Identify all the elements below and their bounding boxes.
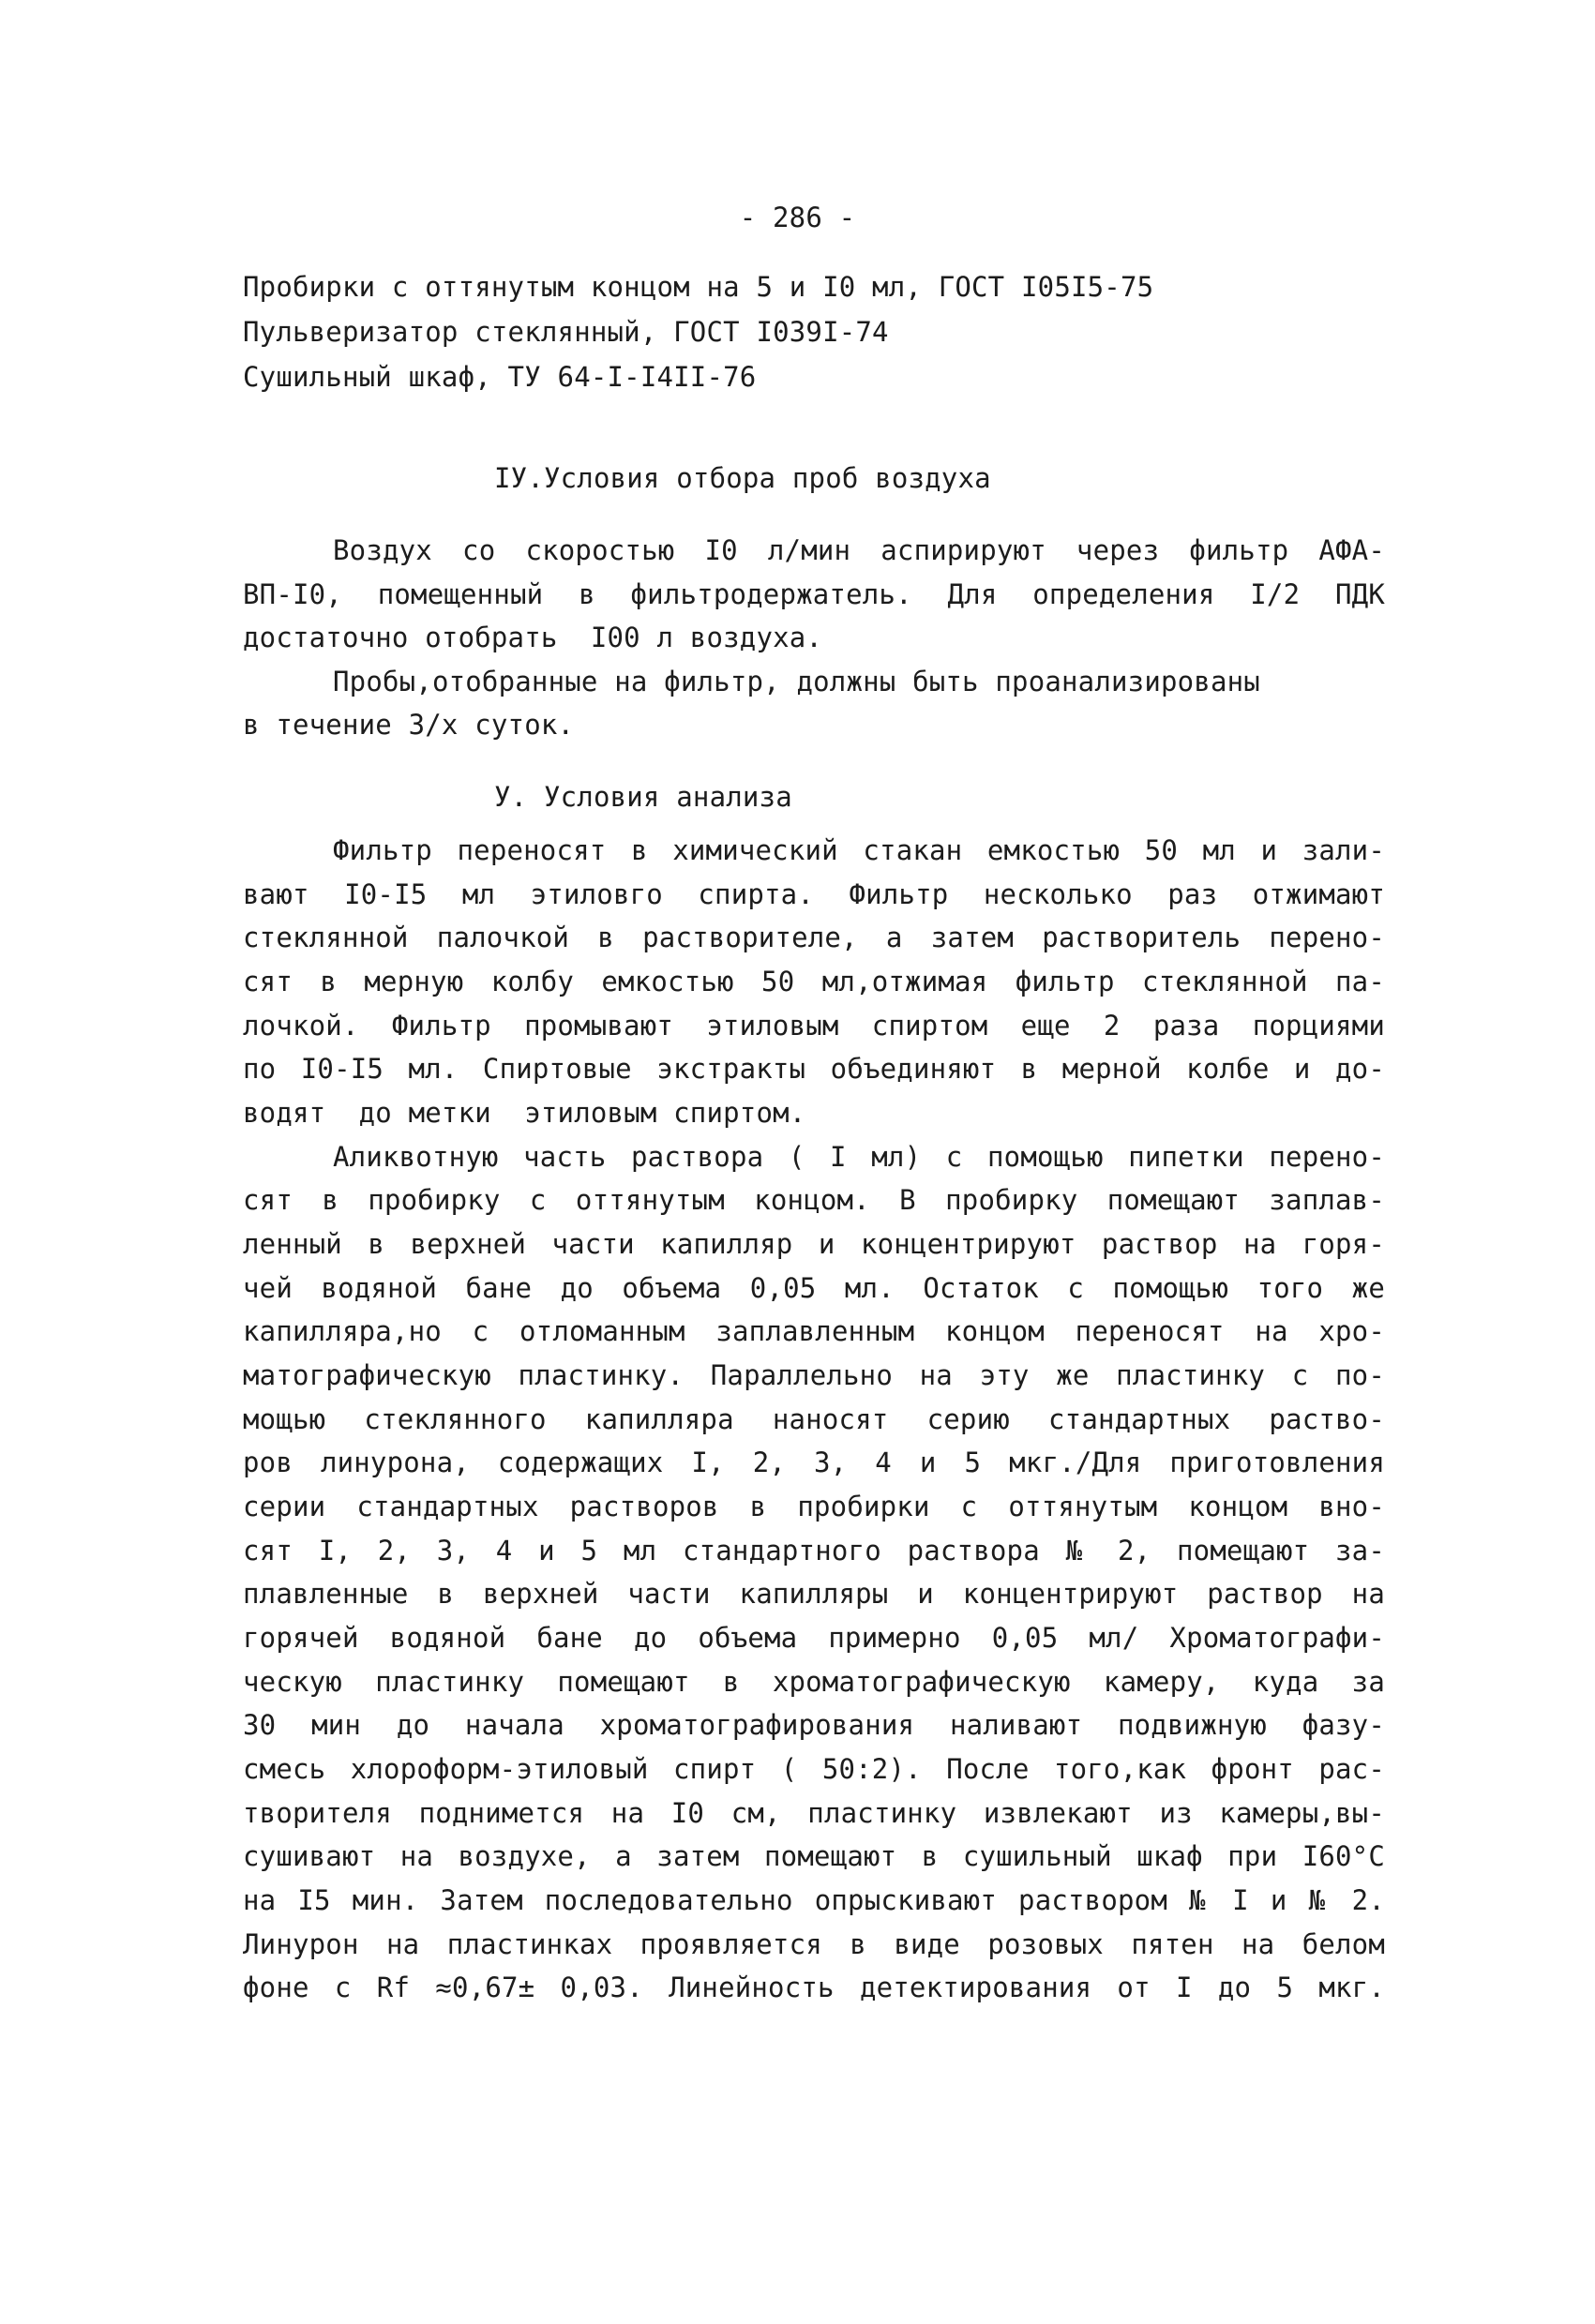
paragraph-line: лочкой. Фильтр промывают этиловым спиртом еще 2 раза порциями <box>243 1010 1385 1042</box>
paragraph-line: сушивают на воздухе, а затем помещают в сушильный шкаф при I60°С <box>243 1840 1385 1872</box>
paragraph-line: горячей водяной бане до объема примерно 0,05 мл/ Хроматографи- <box>243 1622 1385 1654</box>
section-heading: У. Условия анализа <box>494 781 792 813</box>
equipment-line: Пульверизатор стеклянный, ГОСТ I039I-74 <box>243 316 889 348</box>
paragraph-line: мощью стеклянного капилляра наносят серию стандартных раство- <box>243 1403 1385 1435</box>
paragraph-line: 30 мин до начала хроматографирования наливают подвижную фазу- <box>243 1709 1385 1741</box>
paragraph-line: сят I, 2, 3, 4 и 5 мл стандартного раствора № 2, помещают за- <box>243 1535 1385 1567</box>
paragraph-line: ческую пластинку помещают в хроматографическую камеру, куда за <box>243 1666 1385 1698</box>
paragraph-line: ВП-I0, помещенный в фильтродержатель. Для определения I/2 ПДК <box>243 578 1385 610</box>
equipment-line: Пробирки с оттянутым концом на 5 и I0 мл, ГОСТ I05I5-75 <box>243 271 1154 303</box>
paragraph-line: фоне с Rf ≈0,67± 0,03. Линейность детектирования от I до 5 мкг. <box>243 1972 1385 2003</box>
paragraph-line: смесь хлороформ-этиловый спирт ( 50:2). После того,как фронт рас- <box>243 1753 1385 1785</box>
equipment-line: Сушильный шкаф, ТУ 64-I-I4II-76 <box>243 361 757 393</box>
paragraph-line: в течение 3/х суток. <box>243 709 575 741</box>
paragraph-line: матографическую пластинку. Параллельно на эту же пластинку с по- <box>243 1359 1385 1391</box>
paragraph-line: достаточно отобрать I00 л воздуха. <box>243 622 823 653</box>
paragraph-line: Воздух со скоростью I0 л/мин аспирируют через фильтр АФА- <box>333 534 1385 566</box>
page-number: - 286 - <box>739 202 856 233</box>
paragraph-line: Фильтр переносят в химический стакан емкостью 50 мл и зали- <box>333 834 1385 866</box>
paragraph-line: серии стандартных растворов в пробирки с оттянутым концом вно- <box>243 1491 1385 1522</box>
paragraph-line: чей водяной бане до объема 0,05 мл. Остаток с помощью того же <box>243 1272 1385 1304</box>
paragraph-line: Пробы,отобранные на фильтр, должны быть проанализированы <box>333 666 1260 697</box>
paragraph-line: Аликвотную часть раствора ( I мл) с помощью пипетки перено- <box>333 1141 1385 1173</box>
paragraph-line: капилляра,но с отломанным заплавленным концом переносят на хро- <box>243 1315 1385 1347</box>
paragraph-line: Линурон на пластинках проявляется в виде розовых пятен на белом <box>243 1928 1385 1960</box>
paragraph-line: вают I0-I5 мл этиловго спирта. Фильтр несколько раз отжимают <box>243 878 1385 910</box>
paragraph-line: плавленные в верхней части капилляры и концентрируют раствор на <box>243 1578 1385 1610</box>
section-heading: IУ.Условия отбора проб воздуха <box>494 462 991 494</box>
paragraph-line: на I5 мин. Затем последовательно опрыскивают раствором № I и № 2. <box>243 1884 1385 1916</box>
paragraph-line: стеклянной палочкой в растворителе, а затем растворитель перено- <box>243 922 1385 953</box>
paragraph-line: сят в мерную колбу емкостью 50 мл,отжимая фильтр стеклянной па- <box>243 966 1385 997</box>
paragraph-line: ленный в верхней части капилляр и концентрируют раствор на горя- <box>243 1228 1385 1260</box>
paragraph-line: водят до метки этиловым спиртом. <box>243 1097 806 1129</box>
paragraph-line: ров линурона, содержащих I, 2, 3, 4 и 5 мкг./Для приготовления <box>243 1447 1385 1478</box>
paragraph-line: творителя поднимется на I0 см, пластинку извлекают из камеры,вы- <box>243 1797 1385 1829</box>
paragraph-line: сят в пробирку с оттянутым концом. В пробирку помещают заплав- <box>243 1184 1385 1216</box>
paragraph-line: по I0-I5 мл. Спиртовые экстракты объединяют в мерной колбе и до- <box>243 1053 1385 1085</box>
